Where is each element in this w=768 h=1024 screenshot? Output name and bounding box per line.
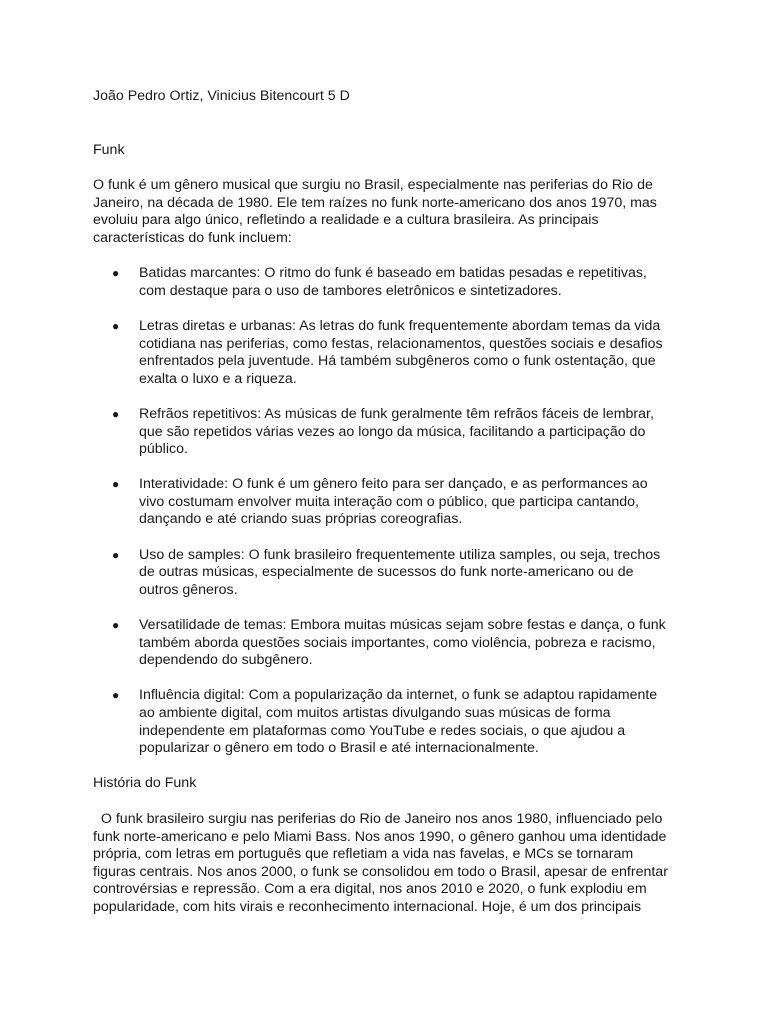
list-item-text: Interatividade: O funk é um gênero feito para ser dançado, e as performances ao vivo costumam envolver muita interação com o público, que participa cantando, dançando e até criando suas próprias coreografias. [139,476,648,528]
list-item-text: Uso de samples: O funk brasileiro frequentemente utiliza samples, ou seja, trechos de outras músicas, especialmente de sucessos do funk norte-americano ou de outros gêneros. [139,546,661,598]
bullet-icon: ● [112,688,120,703]
list-item [93,318,668,388]
list-item [93,547,668,600]
list-item-text: Letras diretas e urbanas: As letras do funk frequentemente abordam temas da vida cotidiana nas periferias, como festas, relacionamentos, questões sociais e desafios enfrentados pela juventude. Há também subgêneros como o funk ostentação, que exalta o luxo e a riqueza. [139,317,663,387]
bullet-icon: ● [112,618,120,633]
section-title-funk: Funk [93,141,125,158]
list-item [93,687,668,757]
bullet-icon: ● [112,266,120,281]
list-item [93,476,668,529]
list-item [93,617,668,670]
list-item [93,265,668,300]
bullet-icon: ● [112,406,120,421]
list-item-text: Batidas marcantes: O ritmo do funk é baseado em batidas pesadas e repetitivas, com destaque para o uso de tambores eletrônicos e sintetizadores. [139,265,647,299]
list-item [93,406,668,459]
bullet-icon: ● [112,547,120,562]
intro-paragraph: O funk é um gênero musical que surgiu no Brasil, especialmente nas periferias do Rio de Janeiro, na década de 1980. Ele tem raízes no funk norte-americano dos anos 1970, mas evoluiu para algo único, refletindo a realidade e a cultura brasileira. As principais características do funk incluem: [93,177,657,246]
list-item-text: Influência digital: Com a popularização da internet, o funk se adaptou rapidamente ao ambiente digital, com muitos artistas divulgando suas músicas de forma independente em plataformas como YouTube e redes sociais, o que ajudou a popularizar o gênero em todo o Brasil e até internacionalmente. [139,687,658,757]
section-title-history: História do Funk [93,775,197,792]
bullet-icon: ● [112,318,120,333]
document-page [93,88,668,917]
history-paragraph [93,811,668,917]
list-item-text: Versatilidade de temas: Embora muitas músicas sejam sobre festas e dança, o funk também aborda questões sociais importantes, como violência, pobreza e racismo, dependendo do subgênero. [139,617,666,669]
list-item-text: Refrãos repetitivos: As músicas de funk geralmente têm refrãos fáceis de lembrar, que são repetidos várias vezes ao longo da música, facilitando a participação do público. [139,405,654,458]
authors-line: João Pedro Ortiz, Vinicius Bitencourt 5 D [93,88,350,104]
features-list [93,265,668,758]
bullet-icon: ● [112,477,120,492]
history-text: O funk brasileiro surgiu nas periferias do Rio de Janeiro nos anos 1980, influenciado pelo funk norte-americano e pelo Miami Bass. Nos anos 1990, o gênero ganhou uma identidade própria, com letras em português que refletiam a vida nas favelas, e MCs se tornaram figuras centrais. Nos anos 2000, o funk se consolidou em todo o Brasil, apesar de enfrentar controvérsias e repressão. Com a era digital, nos anos 2010 e 2020, o funk explodiu em popularidade, com hits virais e reconhecimento internacional. Hoje, é um dos principais [93,810,668,915]
